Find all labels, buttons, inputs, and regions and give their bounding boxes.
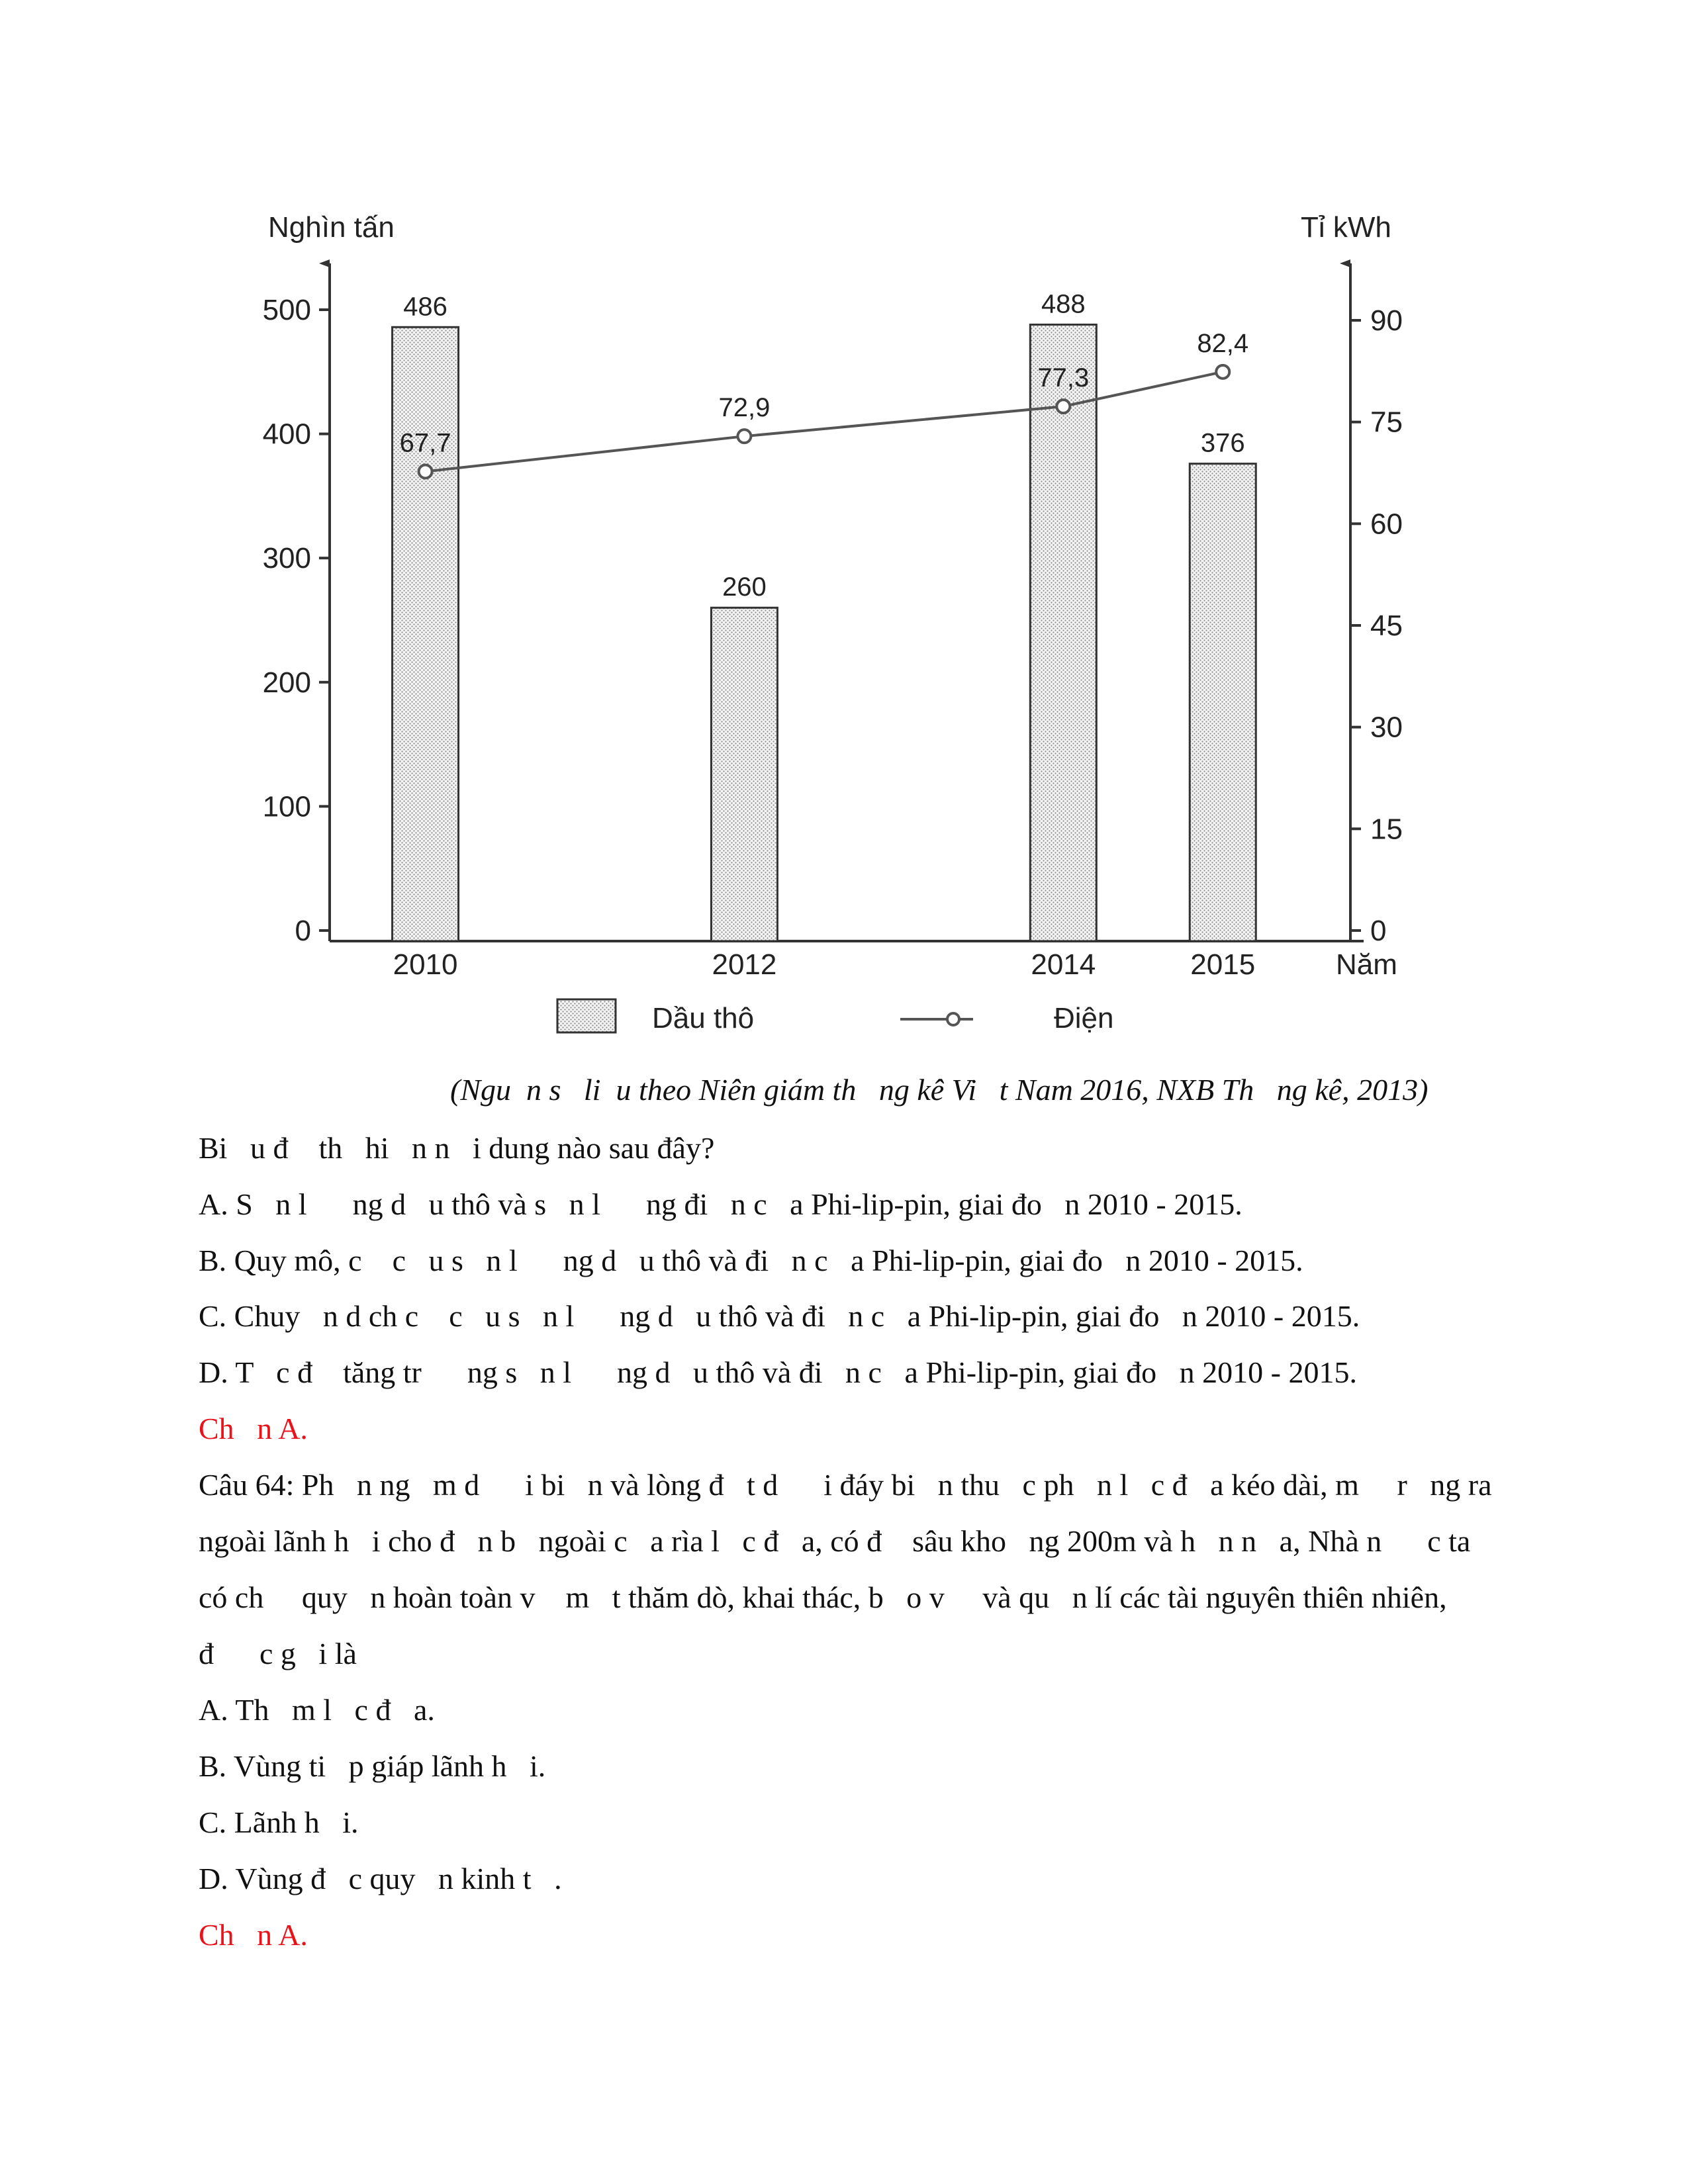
question-64-line-1: Câu 64: Ph n ng m d i bi n và lòng đ t d i đáy bi n thu c ph n l c đ a kéo dài, m r ng ra	[199, 1468, 1492, 1502]
bar-value-label: 488	[1041, 289, 1086, 319]
question-64-line-4: đ c g i là	[199, 1637, 357, 1670]
left-tick-label: 400	[262, 418, 311, 451]
question-64-option-d: D. Vùng đ c quy n kinh t .	[199, 1862, 562, 1895]
legend-line-label: Điện	[1054, 1002, 1114, 1034]
x-tick-label: 2010	[393, 948, 458, 981]
right-tick-label: 60	[1370, 508, 1403, 541]
question-63-option-d: D. T c đ tăng tr ng s n l ng d u thô và đi n c a Phi-lip-pin, giai đo n 2010 - 2015.	[199, 1355, 1357, 1389]
left-tick-label: 500	[262, 294, 311, 326]
electricity-point-2012	[737, 430, 751, 443]
right-tick-label: 90	[1370, 304, 1403, 337]
question-64-answer: Ch n A.	[199, 1918, 308, 1952]
electricity-point-2015	[1216, 365, 1229, 379]
electricity-value-label: 82,4	[1197, 328, 1249, 358]
x-axis-title: Năm	[1336, 948, 1397, 981]
left-tick-label: 200	[262, 666, 311, 699]
left-tick-label: 100	[262, 790, 311, 823]
line-series-electricity	[400, 329, 1249, 478]
right-tick-label: 75	[1370, 406, 1403, 439]
bar-series-crude-oil	[393, 290, 1256, 941]
question-64-option-c: C. Lãnh h i.	[199, 1805, 359, 1839]
left-axis-title: Nghìn tấn	[268, 211, 395, 244]
bar-2015	[1190, 464, 1256, 941]
bar-2012	[711, 608, 777, 941]
bar-value-label: 486	[403, 292, 447, 322]
electricity-value-label: 77,3	[1037, 363, 1090, 393]
question-63-answer: Ch n A.	[199, 1412, 308, 1445]
bar-value-label: 260	[722, 572, 767, 602]
left-tick-label: 0	[295, 915, 311, 947]
question-64-option-b: B. Vùng ti p giáp lãnh h i.	[199, 1749, 546, 1783]
combo-chart	[0, 0, 1688, 1059]
question-64-line-3: có ch quy n hoàn toàn v m t thăm dò, khai thác, b o v và qu n lí các tài nguyên thiên nhiên,	[199, 1580, 1447, 1614]
question-63-prompt: Bi u đ th hi n n i dung nào sau đây?	[199, 1131, 715, 1165]
left-tick-label: 300	[262, 542, 311, 575]
chart-legend	[557, 999, 1114, 1034]
electricity-value-label: 72,9	[718, 393, 771, 423]
question-64-line-2: ngoài lãnh h i cho đ n b ngoài c a rìa l c đ a, có đ sâu kho ng 200m và h n n a, Nhà n c ta	[199, 1524, 1471, 1558]
electricity-point-2010	[419, 465, 432, 478]
electricity-value-label: 67,7	[399, 428, 451, 458]
right-tick-label: 30	[1370, 711, 1403, 744]
electricity-point-2014	[1056, 400, 1070, 413]
question-63-option-b: B. Quy mô, c c u s n l ng d u thô và đi n c a Phi-lip-pin, giai đo n 2010 - 2015.	[199, 1244, 1303, 1277]
left-axis-ticks	[263, 294, 330, 947]
right-tick-label: 15	[1370, 813, 1403, 846]
x-tick-label: 2012	[712, 948, 777, 981]
legend-bar-label: Dầu thô	[652, 1002, 755, 1034]
right-axis-ticks	[1350, 304, 1403, 947]
legend-line-marker	[947, 1013, 959, 1025]
bar-2010	[393, 327, 459, 941]
x-tick-label: 2015	[1190, 948, 1256, 981]
bar-2014	[1030, 325, 1096, 941]
x-tick-label: 2014	[1031, 948, 1096, 981]
source-note: (Ngu n s li u theo Niên giám th ng kê Vi t Nam 2016, NXB Th ng kê, 2013)	[450, 1073, 1429, 1107]
question-64-option-a: A. Th m l c đ a.	[199, 1693, 435, 1727]
electricity-line	[426, 372, 1223, 472]
bar-value-label: 376	[1200, 428, 1245, 458]
legend-bar-swatch	[557, 999, 616, 1032]
question-63-option-a: A. S n l ng d u thô và s n l ng đi n c a Phi-lip-pin, giai đo n 2010 - 2015.	[199, 1187, 1243, 1221]
right-tick-label: 45	[1370, 610, 1403, 642]
x-axis-tick-labels	[393, 948, 1256, 981]
right-axis-title: Tỉ kWh	[1301, 211, 1391, 244]
right-tick-label: 0	[1370, 915, 1387, 947]
question-63-option-c: C. Chuy n d ch c c u s n l ng d u thô và đi n c a Phi-lip-pin, giai đo n 2010 - 2015.	[199, 1299, 1360, 1333]
